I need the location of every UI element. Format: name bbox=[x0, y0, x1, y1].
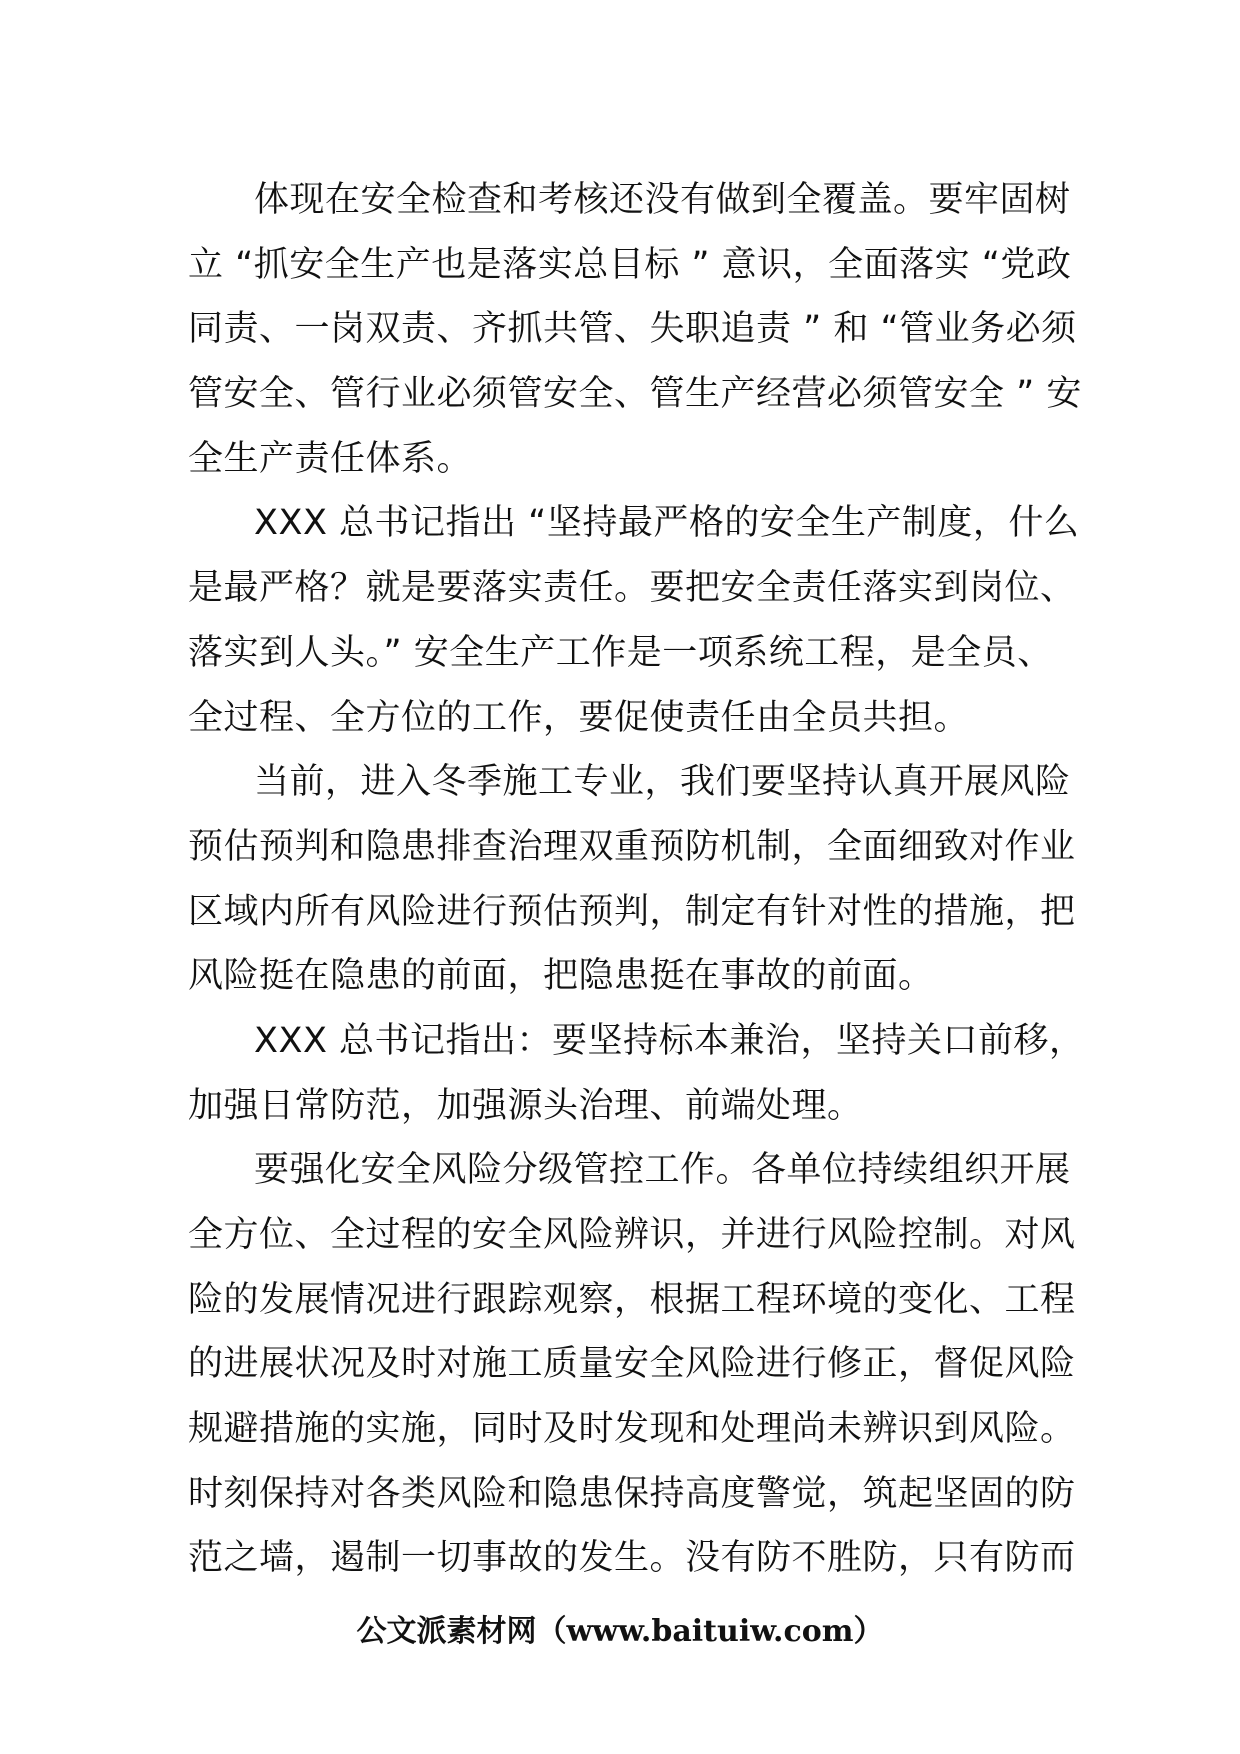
text-line: 预估预判和隐患排查治理双重预防机制，全面细致对作业 bbox=[188, 826, 1076, 867]
text-line: 风险挺在隐患的前面，把隐患挺在事故的前面。 bbox=[188, 956, 934, 997]
text-line: 区域内所有风险进行预估预判，制定有针对性的措施，把 bbox=[188, 891, 1076, 932]
text-line: 规避措施的实施，同时及时发现和处理尚未辨识到风险。 bbox=[188, 1409, 1076, 1450]
text-line: 全方位、全过程的安全风险辨识，并进行风险控制。对风 bbox=[188, 1215, 1076, 1255]
text-line: 同责、一岗双责、齐抓共管、失职追责 ” 和 “管业务必须 bbox=[188, 309, 1077, 350]
text-line: 是最严格？就是要落实责任。要把安全责任落实到岗位、 bbox=[188, 568, 1076, 609]
text-line: XXX 总书记指出：要坚持标本兼治，坚持关口前移， bbox=[254, 1020, 1085, 1061]
paragraph-3 bbox=[188, 750, 1076, 1009]
text-line: 立 “抓安全生产也是落实总目标 ” 意识，全面落实 “党政 bbox=[188, 244, 1072, 285]
text-line: 落实到人头。” 安全生产工作是一项系统工程，是全员、 bbox=[188, 632, 1053, 673]
text-line: 加强日常防范，加强源头治理、前端处理。 bbox=[188, 1085, 863, 1126]
document-body bbox=[188, 168, 1085, 1591]
text-line: 全过程、全方位的工作，要促使责任由全员共担。 bbox=[188, 697, 970, 738]
text-line: 体现在安全检查和考核还没有做到全覆盖。要牢固树 bbox=[254, 180, 1071, 220]
paragraph-5 bbox=[188, 1138, 1076, 1591]
text-line: 的进展状况及时对施工质量安全风险进行修正，督促风险 bbox=[188, 1344, 1076, 1385]
text-line: 范之墙，遏制一切事故的发生。没有防不胜防，只有防而 bbox=[188, 1538, 1076, 1579]
paragraph-1 bbox=[188, 168, 1082, 491]
text-line: 全生产责任体系。 bbox=[188, 438, 473, 479]
text-line: 管安全、管行业必须管安全、管生产经营必须管安全 ” 安 bbox=[188, 374, 1082, 415]
paragraph-4 bbox=[188, 1009, 1085, 1138]
text-line: 要强化安全风险分级管控工作。各单位持续组织开展 bbox=[254, 1150, 1071, 1191]
text-line: XXX 总书记指出 “坚持最严格的安全生产制度，什么 bbox=[254, 503, 1080, 544]
page-footer-watermark: 公文派素材网（www.baituiw.com） bbox=[356, 1614, 884, 1649]
paragraph-2 bbox=[188, 491, 1080, 750]
text-line: 时刻保持对各类风险和隐患保持高度警觉，筑起坚固的防 bbox=[188, 1473, 1076, 1514]
text-line: 当前，进入冬季施工专业，我们要坚持认真开展风险 bbox=[254, 762, 1071, 803]
text-line: 险的发展情况进行跟踪观察，根据工程环境的变化、工程 bbox=[188, 1279, 1076, 1320]
